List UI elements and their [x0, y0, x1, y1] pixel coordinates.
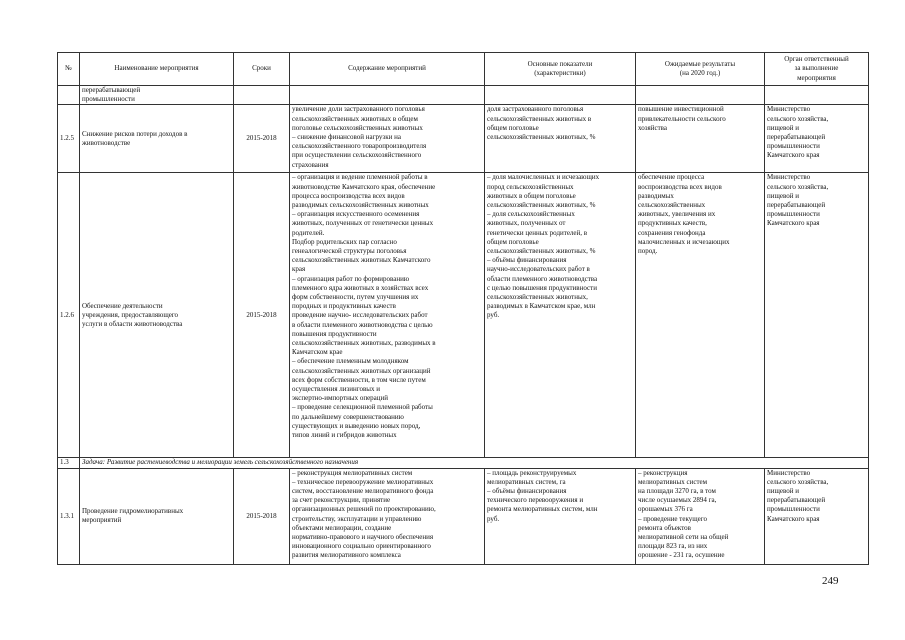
header-org: Орган ответственный за выполнение мероприятия [765, 53, 869, 86]
cell-num: 1.2.5 [58, 105, 80, 173]
cell-num: 1.3 [58, 458, 80, 468]
header-name: Наименование мероприятия [80, 53, 234, 86]
cell-content: – организация и ведение племенной работы в животноводстве Камчатского края, обеспечение процесса воспроизводства всех видов разводимых сельскохозяйственных животных – организация искусственного осеменения животных, полученных от генетически ценных родителей. Подбор родительских пар согласно генеалогической структуры поголовья сельскохозяйственных животных Камчатского края – организация работ по формированию племенного ядра животных в хозяйствах всех форм собственности, путем улучшения их породных и продуктивных качеств проведение научно- исследовательских работ в области племенного животноводства с целью повышения продуктивности сельскохозяйственных животных, разводимых в Камчатском крае – обеспечение племенным молодняком сельскохозяйственных животных организаций всех форм собственности, в том числе путем осуществления лизинговых и экспертно-импортных операций – проведение селекционной племенной работы по дальнейшему совершенствованию существующих и выведению новых пород, типов линий и гибридов животных [290, 173, 485, 458]
cell-name: Обеспечение деятельности учреждения, предоставляющего услуги в области животноводства [80, 173, 234, 458]
cell-terms: 2015-2018 [234, 173, 290, 458]
table-row-1-3-1 [58, 468, 869, 564]
table-row-1-2-6 [58, 173, 869, 458]
cell-org: Министерство сельского хозяйства, пищевой и перерабатывающей промышленности Камчатского края [765, 105, 869, 173]
cell-indicators: – доля малочисленных и исчезающих пород сельскохозяйственных животных в общем поголовье сельскохозяйственных животных, % – доля сельскохозяйственных животных, полученных от генетически ценных родителей, в общем поголовье сельскохозяйственных животных, % – объёмы финансирования научно-исследовательских работ в области племенного животноводства с целью повышения продуктивности сельскохозяйственных животных, разводимых в Камчатском крае, млн руб. [485, 173, 636, 458]
cell-results: – реконструкция мелиоративных систем на площади 3270 га, в том числе осушаемых 2894 га, орошаемых 376 га – проведение текущего ремонта объектов мелиоративной сети на общей площади 823 га, из них орошение - 231 га, осушение [636, 468, 765, 564]
cell-num: 1.3.1 [58, 468, 80, 564]
cell-terms: 2015-2018 [234, 105, 290, 173]
cell-terms: 2015-2018 [234, 468, 290, 564]
document-table [57, 52, 869, 565]
table-row-1-3-task [58, 458, 869, 468]
header-row [58, 53, 869, 86]
cell-name: перерабатывающей промышленности [80, 86, 234, 105]
header-num: № [58, 53, 80, 86]
table-row-continuation [58, 86, 869, 105]
task-heading: Задача: Развитие растениеводства и мелиорации земель сельскохозяйственного назначения [80, 458, 869, 468]
header-content: Содержание мероприятий [290, 53, 485, 86]
cell-org: Министерство сельского хозяйства, пищевой и перерабатывающей промышленности Камчатского края [765, 173, 869, 458]
page-number: 249 [822, 575, 839, 587]
table-row-1-2-5 [58, 105, 869, 173]
cell-num: 1.2.6 [58, 173, 80, 458]
cell-name: Проведение гидромелиоративных мероприятий [80, 468, 234, 564]
header-results: Ожидаемые результаты (на 2020 год.) [636, 53, 765, 86]
cell-name: Снижение рисков потери доходов в животноводстве [80, 105, 234, 173]
cell-results: повышение инвестиционной привлекательности сельского хозяйства [636, 105, 765, 173]
header-indicators: Основные показатели (характеристики) [485, 53, 636, 86]
cell-org: Министерство сельского хозяйства, пищевой и перерабатывающей промышленности Камчатского края [765, 468, 869, 564]
cell-content: – реконструкция мелиоративных систем – техническое перевооружение мелиоративных систем, восстановление мелиоративного фонда за счет реконструкции, принятие организационных решений по проектированию, строительству, эксплуатации и управлению объектами мелиорации, создание нормативно-правового и научного обеспечения инновационного социально ориентированного развития мелиоративного комплекса [290, 468, 485, 564]
cell-results: обеспечение процесса воспроизводства всех видов разводимых сельскохозяйственных животных, увеличения их продуктивных качеств, сохранения генофонда малочисленных и исчезающих пород. [636, 173, 765, 458]
cell-indicators: доля застрахованного поголовья сельскохозяйственных животных в общем поголовье сельскохозяйственных животных, % [485, 105, 636, 173]
header-terms: Сроки [234, 53, 290, 86]
cell-indicators: – площадь реконструируемых мелиоративных систем, га – объёмы финансирования технического перевооружения и ремонта мелиоративных систем, млн руб. [485, 468, 636, 564]
cell-content: увеличение доли застрахованного поголовья сельскохозяйственных животных в общем поголовье сельскохозяйственных животных – снижение финансовой нагрузки на сельскохозяйственного товаропроизводителя при осуществлении сельскохозяйственного страхования [290, 105, 485, 173]
